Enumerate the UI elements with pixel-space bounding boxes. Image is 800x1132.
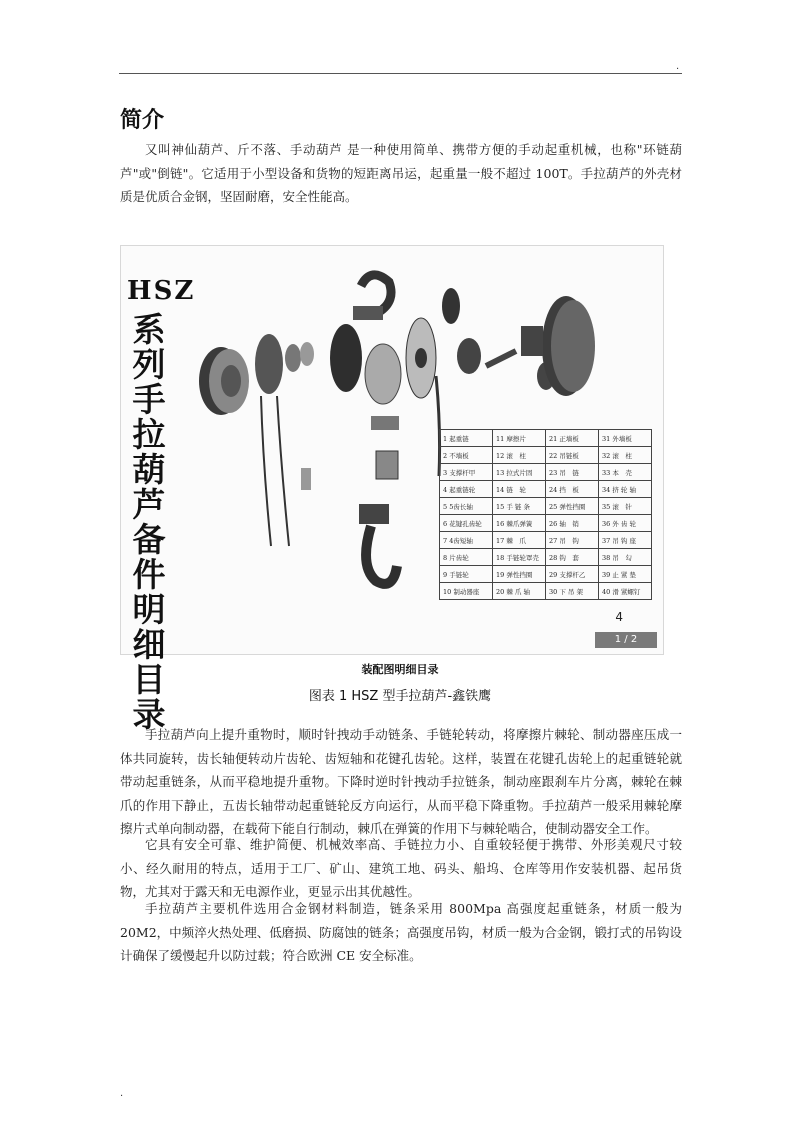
parts-table-cell: 31 外墙板 [599,430,652,447]
intro-paragraph: 又叫神仙葫芦、斤不落、手动葫芦 是一种使用简单、携带方便的手动起重机械，也称"环链葫芦"或"倒链"。它适用于小型设备和货物的短距离吊运，起重量一般不超过 100T。手拉葫芦的外壳材质是优质合金钢，坚固耐磨，安全性能高。 [120,142,682,204]
bottom-hook-illustration [359,504,397,584]
parts-table-cell: 33 本 壳 [599,464,652,481]
header-mark: . [676,61,680,72]
parts-table-row [440,549,652,566]
vertical-char: 备 [132,520,166,559]
parts-table-cell: 36 外 齿 轮 [599,515,652,532]
parts-table-cell: 35 滚 针 [599,498,652,515]
brake-disk-illustration [330,324,362,392]
parts-table-row [440,515,652,532]
vertical-char: 列 [132,345,166,384]
hand-chain-illustration [261,396,289,546]
parts-table-cell: 28 钩 套 [546,549,599,566]
hand-wheel-illustration [255,334,283,394]
parts-table-cell: 14 链 轮 [493,481,546,498]
figure-subcaption: 装配图明细目录 [361,663,439,676]
figure-page-number: 4 [615,610,623,624]
parts-table-cell: 23 吊 链 [546,464,599,481]
parts-table-cell: 7 4齿短轴 [440,532,493,549]
parts-table-row [440,583,652,600]
pin-illustration [371,416,399,430]
parts-table-cell: 10 制动器座 [440,583,493,600]
parts-table-cell: 25 弹性挡圈 [546,498,599,515]
page-indicator[interactable]: 1 / 2 [595,632,657,648]
side-plate-illustration [406,318,436,398]
parts-table-cell: 26 轴 销 [546,515,599,532]
parts-table-cell: 6 花键孔齿轮 [440,515,493,532]
parts-table-cell: 30 下 吊 架 [546,583,599,600]
header-rule [119,73,682,74]
body-paragraph-1: 手拉葫芦向上提升重物时，顺时针拽动手动链条、手链轮转动，将摩擦片棘轮、制动器座压成一体共同旋转，齿长轴便转动片齿轮、齿短轴和花键孔齿轮。这样，装置在花键孔齿轮上的起重链轮就带动起重链条，从而平稳地提升重物。下降时逆时针拽动手拉链条，制动座跟刹车片分离，棘轮在棘爪的作用下静止，五齿长轴带动起重链轮反方向运行，从而平稳下降重物。手拉葫芦一般采用棘轮摩擦片式单向制动器，在载荷下能自行制动，棘爪在弹簧的作用下与棘轮啮合，使制动器安全工作。 [120,727,682,836]
parts-table-cell: 17 棘 爪 [493,532,546,549]
parts-table-cell: 9 手链轮 [440,566,493,583]
parts-table-cell: 16 棘爪弹簧 [493,515,546,532]
top-hook-illustration [353,275,391,320]
parts-table-cell: 11 摩擦片 [493,430,546,447]
parts-table-row [440,566,652,583]
parts-table-cell: 22 吊链板 [546,447,599,464]
vertical-char: 葫 [132,450,166,489]
parts-table-cell: 12 滚 柱 [493,447,546,464]
parts-table-cell: 4 起重链轮 [440,481,493,498]
vertical-char: 拉 [132,415,166,454]
parts-table-row [440,430,652,447]
parts-table-cell: 24 挡 板 [546,481,599,498]
parts-table-cell: 8 片齿轮 [440,549,493,566]
parts-table-row [440,447,652,464]
body-paragraph-3: 手拉葫芦主要机件选用合金钢材料制造，链条采用 800Mpa 高强度起重链条，材质一般为 20M2，中频淬火热处理、低磨损、防腐蚀的链条；高强度吊钩，材质一般为合金钢，锻打式的吊钩设计确保了缓慢起升以防过载；符合欧洲 CE 安全标准。 [120,901,682,963]
vertical-char: 细 [132,625,166,664]
section-title: 简介 [120,108,165,133]
roller-pin-illustration [301,468,311,490]
vertical-char: 目 [132,660,166,699]
body-paragraph-2: 它具有安全可靠、维护简便、机械效率高、手链拉力小、自重较轻便于携带、外形美观尺寸较小、经久耐用的特点，适用于工厂、矿山、建筑工地、码头、船坞、仓库等用作安装机器、起吊货物，尤其对于露天和无电源作业，更显示出其优越性。 [120,837,682,899]
hook-bracket-illustration [376,451,398,479]
parts-table-row [440,464,652,481]
parts-table-cell: 2 不墙板 [440,447,493,464]
parts-table-cell: 38 吊 勾 [599,549,652,566]
parts-table-cell: 34 挤 轮 轴 [599,481,652,498]
vertical-char: 系 [132,310,166,349]
parts-table-cell: 18 手链轮罩壳 [493,549,546,566]
parts-table-cell: 39 止 紧 垫 [599,566,652,583]
parts-table-cell: 40 滑 紧螺钉 [599,583,652,600]
parts-table-cell: 29 支撑杆乙 [546,566,599,583]
hand-wheel-cover-illustration [199,347,249,415]
parts-table-cell: 21 正墙板 [546,430,599,447]
vertical-char: 件 [132,555,166,594]
vertical-char: 明 [132,590,166,629]
figure-series-code: HSZ [127,276,196,306]
parts-table-cell: 1 起重链 [440,430,493,447]
parts-table-cell: 3 支撑杆甲 [440,464,493,481]
vertical-char: 手 [132,380,166,419]
parts-table-cell: 13 拉式片固 [493,464,546,481]
parts-table-cell: 19 弹性挡圈 [493,566,546,583]
vertical-char: 芦 [132,485,166,524]
right-cover-illustration [521,296,595,396]
footer-mark: . [120,1088,124,1099]
vertical-char: 录 [132,695,166,734]
parts-table-cell: 15 手 链 条 [493,498,546,515]
parts-table-cell: 27 吊 钩 [546,532,599,549]
parts-table-row [440,498,652,515]
parts-table-cell: 37 吊 钩 座 [599,532,652,549]
parts-table-cell: 5 5齿长轴 [440,498,493,515]
parts-table-row [440,532,652,549]
parts-table [439,429,652,600]
parts-table-cell: 32 滚 柱 [599,447,652,464]
parts-table-cell: 20 棘 爪 轴 [493,583,546,600]
figure-caption: 图表 1 HSZ 型手拉葫芦-鑫铁鹰 [308,689,492,704]
parts-table-row [440,481,652,498]
